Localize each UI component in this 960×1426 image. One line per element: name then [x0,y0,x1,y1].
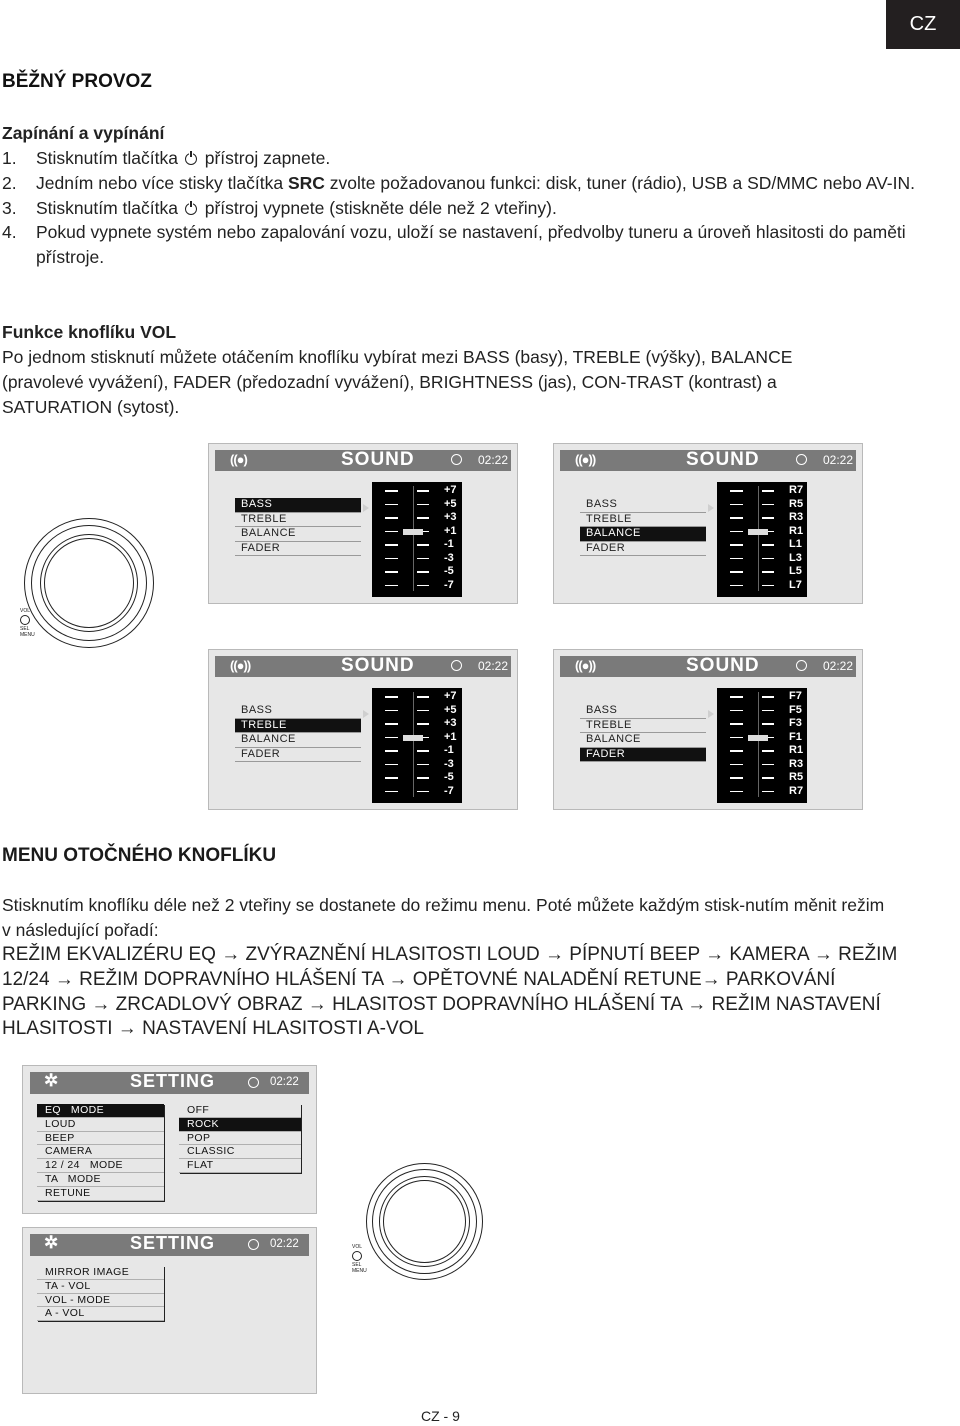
setting-menu-item: LOUD [37,1118,164,1132]
setting-menu-item: 12 / 24 MODE [37,1159,164,1173]
scale-label: -1 [444,744,454,756]
scale-tick [385,531,398,533]
level-scale [372,688,462,803]
scale-label: R7 [789,484,804,496]
scale-row [372,511,462,525]
setting-submenu [179,1104,301,1173]
scale-label: +5 [444,703,457,716]
sound-panel [208,443,518,604]
knob-label-top: VOL [20,608,31,614]
knob-center [383,1180,466,1263]
scale-tick [762,504,774,506]
scale-label: L3 [789,551,802,564]
power-icon [185,153,197,165]
scale-row [717,717,807,731]
scale-label: F1 [789,730,802,743]
scale-tick [730,531,743,533]
setting-menu-item: EQ MODE [37,1104,164,1118]
speaker-icon: ((●)) [575,658,596,673]
scale-tick [730,517,743,519]
scale-row [717,758,807,772]
menu-intro: Stisknutím knoflíku déle než 2 vteřiny se dostanete do režimu menu. Poté můžete každým stisk-nutím měnit režim v následující pořadí: [2,895,885,940]
scale-row [372,498,462,512]
setting-menu-item: CAMERA [37,1145,164,1159]
scale-row [372,552,462,566]
knob-labels [352,1244,366,1274]
sound-panel [553,649,863,810]
scale-label: +7 [444,484,457,496]
menu-sequence: REŽIM EKVALIZÉRU EQ → ZVÝRAZNĚNÍ HLASITOSTI LOUD → PÍPNUTÍ BEEP → KAMERA → REŽIM 12/24 → REŽIM DOPRAVNÍHO HLÁŠENÍ TA → OPĚTOVNÉ NALADĚNÍ RETUNE→ PARKOVÁNÍ PARKING → ZRCADLOVÝ OBRAZ → HLASITOST DOPRAVNÍHO HLÁŠENÍ TA → REŽIM NASTAVENÍ HLASITOSTI → NASTAVENÍ HLASITOSTI A-VOL [2,944,898,1040]
sound-menu-item: FADER [235,748,361,763]
scale-label: R1 [789,524,804,537]
scale-tick [385,571,398,573]
onoff-heading: Zapínání a vypínání [2,123,165,143]
setting-title: SETTING [130,1233,216,1253]
item-number: 4. [2,222,17,243]
scale-tick [730,723,743,725]
scale-row [372,717,462,731]
scale-tick [417,777,429,779]
item-text: Jedním nebo více stisky tlačítka [36,172,284,193]
scale-tick [730,777,743,779]
scale-row [717,785,807,799]
sound-panel [553,443,863,604]
scale-row [372,565,462,579]
item-number: 3. [2,197,17,218]
knob-label-top: VOL [352,1244,363,1250]
gear-icon: ✲ [44,1071,59,1090]
level-scale [717,688,807,803]
scale-label: R1 [789,744,804,756]
scale-tick [385,737,398,739]
scale-tick [762,558,774,560]
scale-label: R3 [789,511,804,523]
scale-tick [762,571,774,573]
sound-menu-item: TREBLE [580,513,706,528]
list-item [2,196,922,221]
scale-label: R5 [789,497,804,510]
knob-center [44,538,134,628]
scale-tick [385,750,398,752]
scale-row [372,579,462,593]
list-item [2,220,922,270]
level-slider-thumb [403,735,423,741]
scale-tick [417,517,429,519]
speaker-icon: ((●) [230,452,247,467]
scale-label: F5 [789,703,802,716]
item-text: přístroj zapnete. [204,148,331,168]
vol-text: Po jednom stisknutí můžete otáčením knoflíku vybírat mezi BASS (basy), TREBLE (výšky), BALANCE (pravolevé vyvážení), FADER (předozadní vyvážení), BRIGHTNESS (jas), CON-TRAST (kontrast) a SATURATION (sytost). [2,347,793,417]
scale-tick [417,571,429,573]
scale-tick [762,585,774,587]
scale-tick [762,710,774,712]
scale-row [372,484,462,498]
scale-row [717,511,807,525]
scale-tick [385,544,398,546]
setting-menu-item: TA - VOL [37,1280,164,1294]
scale-tick [417,544,429,546]
item-text: Pokud vypnete systém nebo zapalování vozu, uloží se nastavení, předvolby tuneru a úroveň hlasitosti do paměti přístroje. [36,222,906,268]
page-title: BĚŽNÝ PROVOZ [2,71,152,92]
scale-tick [762,517,774,519]
setting-menu-item: MIRROR IMAGE [37,1266,164,1280]
scale-label: -5 [444,771,454,783]
sound-menu [580,704,706,762]
menu-pointer-icon [708,710,714,718]
page-number: CZ - 9 [421,1408,460,1424]
sound-menu-item: BASS [235,498,361,513]
level-slider-thumb [748,529,768,535]
scale-tick [385,764,398,766]
scale-label: -1 [444,538,454,550]
sound-menu-item: BASS [580,704,706,719]
language-badge-label: CZ [909,13,937,35]
knob-illustration [348,1158,538,1288]
sound-titlebar [560,450,856,471]
sound-menu [580,498,706,556]
sound-title: SOUND [341,655,415,676]
scale-tick [730,571,743,573]
item-number: 1. [2,148,17,168]
knob-label-bottom: SEL MENU [20,626,35,638]
scale-tick [417,490,429,492]
scale-row [717,552,807,566]
scale-tick [417,696,429,698]
scale-label: R7 [789,784,804,797]
scale-tick [762,544,774,546]
gear-icon: ✲ [44,1233,59,1252]
scale-tick [762,777,774,779]
scale-row [717,744,807,758]
item-text: Stisknutím tlačítka [36,197,178,218]
setting-submenu-item: ROCK [179,1118,301,1132]
sound-menu-item: TREBLE [235,513,361,528]
scale-label: L1 [789,538,802,550]
scale-tick [385,490,398,492]
power-icon [185,203,197,215]
item-text: přístroj vypnete (stiskněte déle než 2 vteřiny). [204,197,557,218]
scale-row [717,565,807,579]
scale-tick [762,696,774,698]
scale-tick [730,504,743,506]
scale-tick [385,777,398,779]
scale-tick [385,791,398,793]
setting-submenu-item: CLASSIC [179,1145,301,1159]
setting-menu-item: BEEP [37,1132,164,1146]
scale-label: +5 [444,497,457,510]
setting-title: SETTING [130,1071,216,1091]
scale-tick [762,750,774,752]
menu-heading: MENU OTOČNÉHO KNOFLÍKU [2,845,277,866]
scale-tick [730,585,743,587]
clock-icon [796,454,807,465]
sound-menu [235,704,361,762]
scale-label: -5 [444,565,454,577]
item-bold: SRC [287,172,325,193]
speaker-icon: ((●)) [575,452,596,467]
level-slider-thumb [748,735,768,741]
setting-submenu-item: POP [179,1132,301,1146]
setting-menu [37,1104,164,1201]
sound-menu-item: BALANCE [580,527,706,542]
scale-label: +1 [444,524,457,537]
list-item [2,171,922,196]
setting-menu-item: VOL - MODE [37,1294,164,1308]
scale-tick [730,558,743,560]
setting-menu [37,1266,164,1321]
scale-label: R5 [789,771,804,783]
scale-tick [730,737,743,739]
sound-time: 02:22 [478,659,509,673]
clock-icon [796,660,807,671]
sound-title: SOUND [686,449,760,470]
menu-pointer-icon [708,504,714,512]
scale-tick [762,791,774,793]
scale-tick [417,710,429,712]
scale-row [717,498,807,512]
scale-label: -3 [444,757,454,770]
onoff-list [2,146,922,270]
scale-label: R3 [789,757,804,770]
scale-tick [417,764,429,766]
knob-label-bottom: SEL MENU [352,1262,367,1274]
sound-title: SOUND [686,655,760,676]
scale-tick [385,585,398,587]
sound-title: SOUND [341,449,415,470]
scale-row [717,771,807,785]
item-number: 2. [2,172,17,193]
sound-menu-item: BASS [580,498,706,513]
scale-label: -7 [444,784,454,797]
setting-titlebar [30,1072,309,1094]
setting-menu-item: A - VOL [37,1307,164,1321]
setting-panel [22,1065,317,1214]
scale-row [717,704,807,718]
scale-tick [730,544,743,546]
scale-tick [730,791,743,793]
scale-row [372,771,462,785]
setting-panel [22,1227,317,1394]
sound-menu [235,498,361,556]
scale-label: L7 [789,578,802,591]
scale-tick [730,490,743,492]
setting-titlebar [30,1234,309,1256]
knob-labels [20,608,34,638]
scale-label: -3 [444,551,454,564]
scale-tick [762,723,774,725]
setting-menu-item: RETUNE [37,1187,164,1201]
sound-menu-item: TREBLE [235,719,361,734]
clock-icon [248,1239,259,1250]
sound-menu-item: TREBLE [580,719,706,734]
sound-titlebar [560,656,856,677]
scale-label: +7 [444,690,457,702]
language-badge [886,0,960,49]
scale-tick [385,710,398,712]
scale-tick [385,504,398,506]
scale-tick [385,723,398,725]
scale-tick [417,504,429,506]
item-text: zvolte požadovanou funkci: disk, tuner (rádio), USB a SD/MMC nebo AV-IN. [329,172,915,193]
sound-menu-item: BALANCE [580,733,706,748]
setting-time: 02:22 [270,1238,299,1250]
scale-row [372,704,462,718]
scale-tick [762,764,774,766]
sound-menu-item: BASS [235,704,361,719]
scale-label: F7 [789,690,802,702]
scale-tick [417,723,429,725]
scale-row [717,579,807,593]
scale-tick [385,558,398,560]
sound-menu-item: FADER [235,542,361,557]
sound-titlebar [215,656,511,677]
menu-pointer-icon [363,504,369,512]
scale-row [717,484,807,498]
scale-label: -7 [444,578,454,591]
scale-tick [417,750,429,752]
scale-tick [730,696,743,698]
scale-tick [417,791,429,793]
scale-tick [385,517,398,519]
scale-label: +3 [444,511,457,523]
clock-icon [248,1077,259,1088]
knob-mini-icon [352,1251,362,1261]
setting-submenu-item: FLAT [179,1159,301,1173]
scale-row [372,690,462,704]
scale-label: F3 [789,717,802,729]
scale-tick [762,490,774,492]
scale-tick [730,710,743,712]
level-slider-thumb [403,529,423,535]
sound-menu-item: BALANCE [235,733,361,748]
knob-mini-icon [20,615,30,625]
scale-label: +1 [444,730,457,743]
sound-time: 02:22 [478,453,509,467]
menu-pointer-icon [363,710,369,718]
scale-label: L5 [789,565,802,577]
setting-submenu-item: OFF [179,1104,301,1118]
vol-heading: Funkce knoflíku VOL [2,322,177,342]
clock-icon [451,660,462,671]
sound-panel [208,649,518,810]
scale-label: +3 [444,717,457,729]
list-item [2,146,922,171]
item-text: Stisknutím tlačítka [36,148,178,168]
knob-illustration [18,508,168,658]
scale-row [717,538,807,552]
speaker-icon: ((●)) [230,658,251,673]
scale-row [372,758,462,772]
sound-menu-item: BALANCE [235,527,361,542]
clock-icon [451,454,462,465]
setting-time: 02:22 [270,1076,299,1088]
scale-row [372,744,462,758]
scale-tick [730,750,743,752]
scale-tick [417,585,429,587]
sound-time: 02:22 [823,453,854,467]
level-scale [717,482,807,597]
setting-menu-item: TA MODE [37,1173,164,1187]
scale-tick [417,558,429,560]
scale-row [372,538,462,552]
scale-tick [385,696,398,698]
scale-row [717,690,807,704]
sound-time: 02:22 [823,659,854,673]
sound-menu-item: FADER [580,748,706,763]
sound-menu-item: FADER [580,542,706,557]
scale-tick [730,764,743,766]
scale-row [372,785,462,799]
level-scale [372,482,462,597]
sound-titlebar [215,450,511,471]
